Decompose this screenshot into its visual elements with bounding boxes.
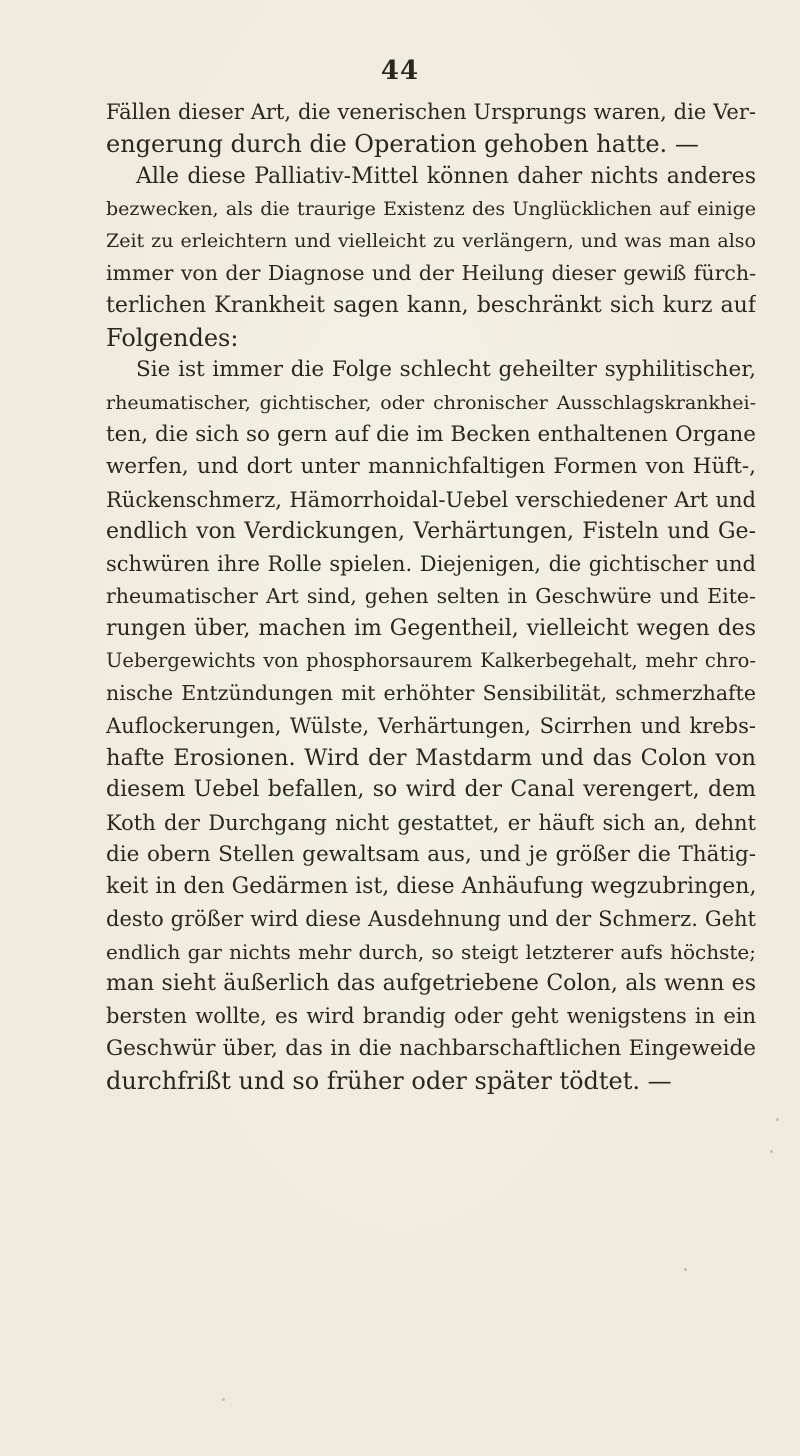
text-line: endlich von Verdickungen, Verhärtungen, Fisteln und Ge- [106,518,756,544]
paper-speck [770,1150,773,1153]
text-line: desto größer wird diese Ausdehnung und der Schmerz. Geht [106,907,756,932]
text-line: durchfrißt und so früher oder später tödtet. — [106,1066,672,1095]
body-text [106,96,756,1097]
text-line: schwüren ihre Rolle spielen. Diejenigen, die gichtischer und [106,552,756,577]
text-line: bersten wollte, es wird brandig oder geht wenigstens in ein [106,1004,756,1029]
text-line: man sieht äußerlich das aufgetriebene Colon, als wenn es [106,971,756,997]
text-line: werfen, und dort unter mannichfaltigen Formen von Hüft-, [106,454,756,480]
text-line: terlichen Krankheit sagen kann, beschränkt sich kurz auf [106,292,756,318]
text-line: Rückenschmerz, Hämorrhoidal-Uebel verschiedener Art und [106,487,756,512]
text-line: Folgendes: [106,324,239,353]
text-line: diesem Uebel befallen, so wird der Canal verengert, dem [106,777,756,803]
text-line: hafte Erosionen. Wird der Mastdarm und das Colon von [106,744,756,771]
paper-speck [776,1118,779,1121]
text-line: rheumatischer Art sind, gehen selten in Geschwüre und Eite- [106,584,756,609]
text-line: endlich gar nichts mehr durch, so steigt letzterer aufs höchste; [106,939,756,964]
text-line: Zeit zu erleichtern und vielleicht zu verlängern, und was man also [106,230,756,253]
text-line: Uebergewichts von phosphorsaurem Kalkerbegehalt, mehr chro- [106,649,756,673]
text-line: Koth der Durchgang nicht gestattet, er häuft sich an, dehnt [106,810,756,835]
text-line: nische Entzündungen mit erhöhter Sensibilität, schmerzhafte [106,681,756,706]
paper-speck [222,1398,225,1401]
text-line: bezwecken, als die traurige Existenz des Unglücklichen auf einige [106,197,756,220]
text-line: Alle diese Palliativ-Mittel können daher nichts anderes [136,163,756,189]
paper-speck [684,1268,687,1271]
text-line: Sie ist immer die Folge schlecht geheilter syphilitischer, [136,357,756,383]
text-line: immer von der Diagnose und der Heilung dieser gewiß fürch- [106,261,756,286]
text-line: engerung durch die Operation gehoben hatte. — [106,130,699,159]
text-line: rheumatischer, gichtischer, oder chronischer Ausschlagskrankhei- [106,391,756,414]
text-line: Auflockerungen, Wülste, Verhärtungen, Scirrhen und krebs- [106,713,756,738]
text-line: Geschwür über, das in die nachbarschaftlichen Eingeweide [106,1035,756,1061]
text-line: Fällen dieser Art, die venerischen Ursprungs waren, die Ver- [106,100,756,124]
text-line: keit in den Gedärmen ist, diese Anhäufung wegzubringen, [106,874,756,900]
text-line: die obern Stellen gewaltsam aus, und je größer die Thätig- [106,841,756,867]
text-line: ten, die sich so gern auf die im Becken enthaltenen Organe [106,421,756,447]
page-number: 44 [380,56,420,86]
text-line: rungen über, machen im Gegentheil, vielleicht wegen des [106,615,756,641]
